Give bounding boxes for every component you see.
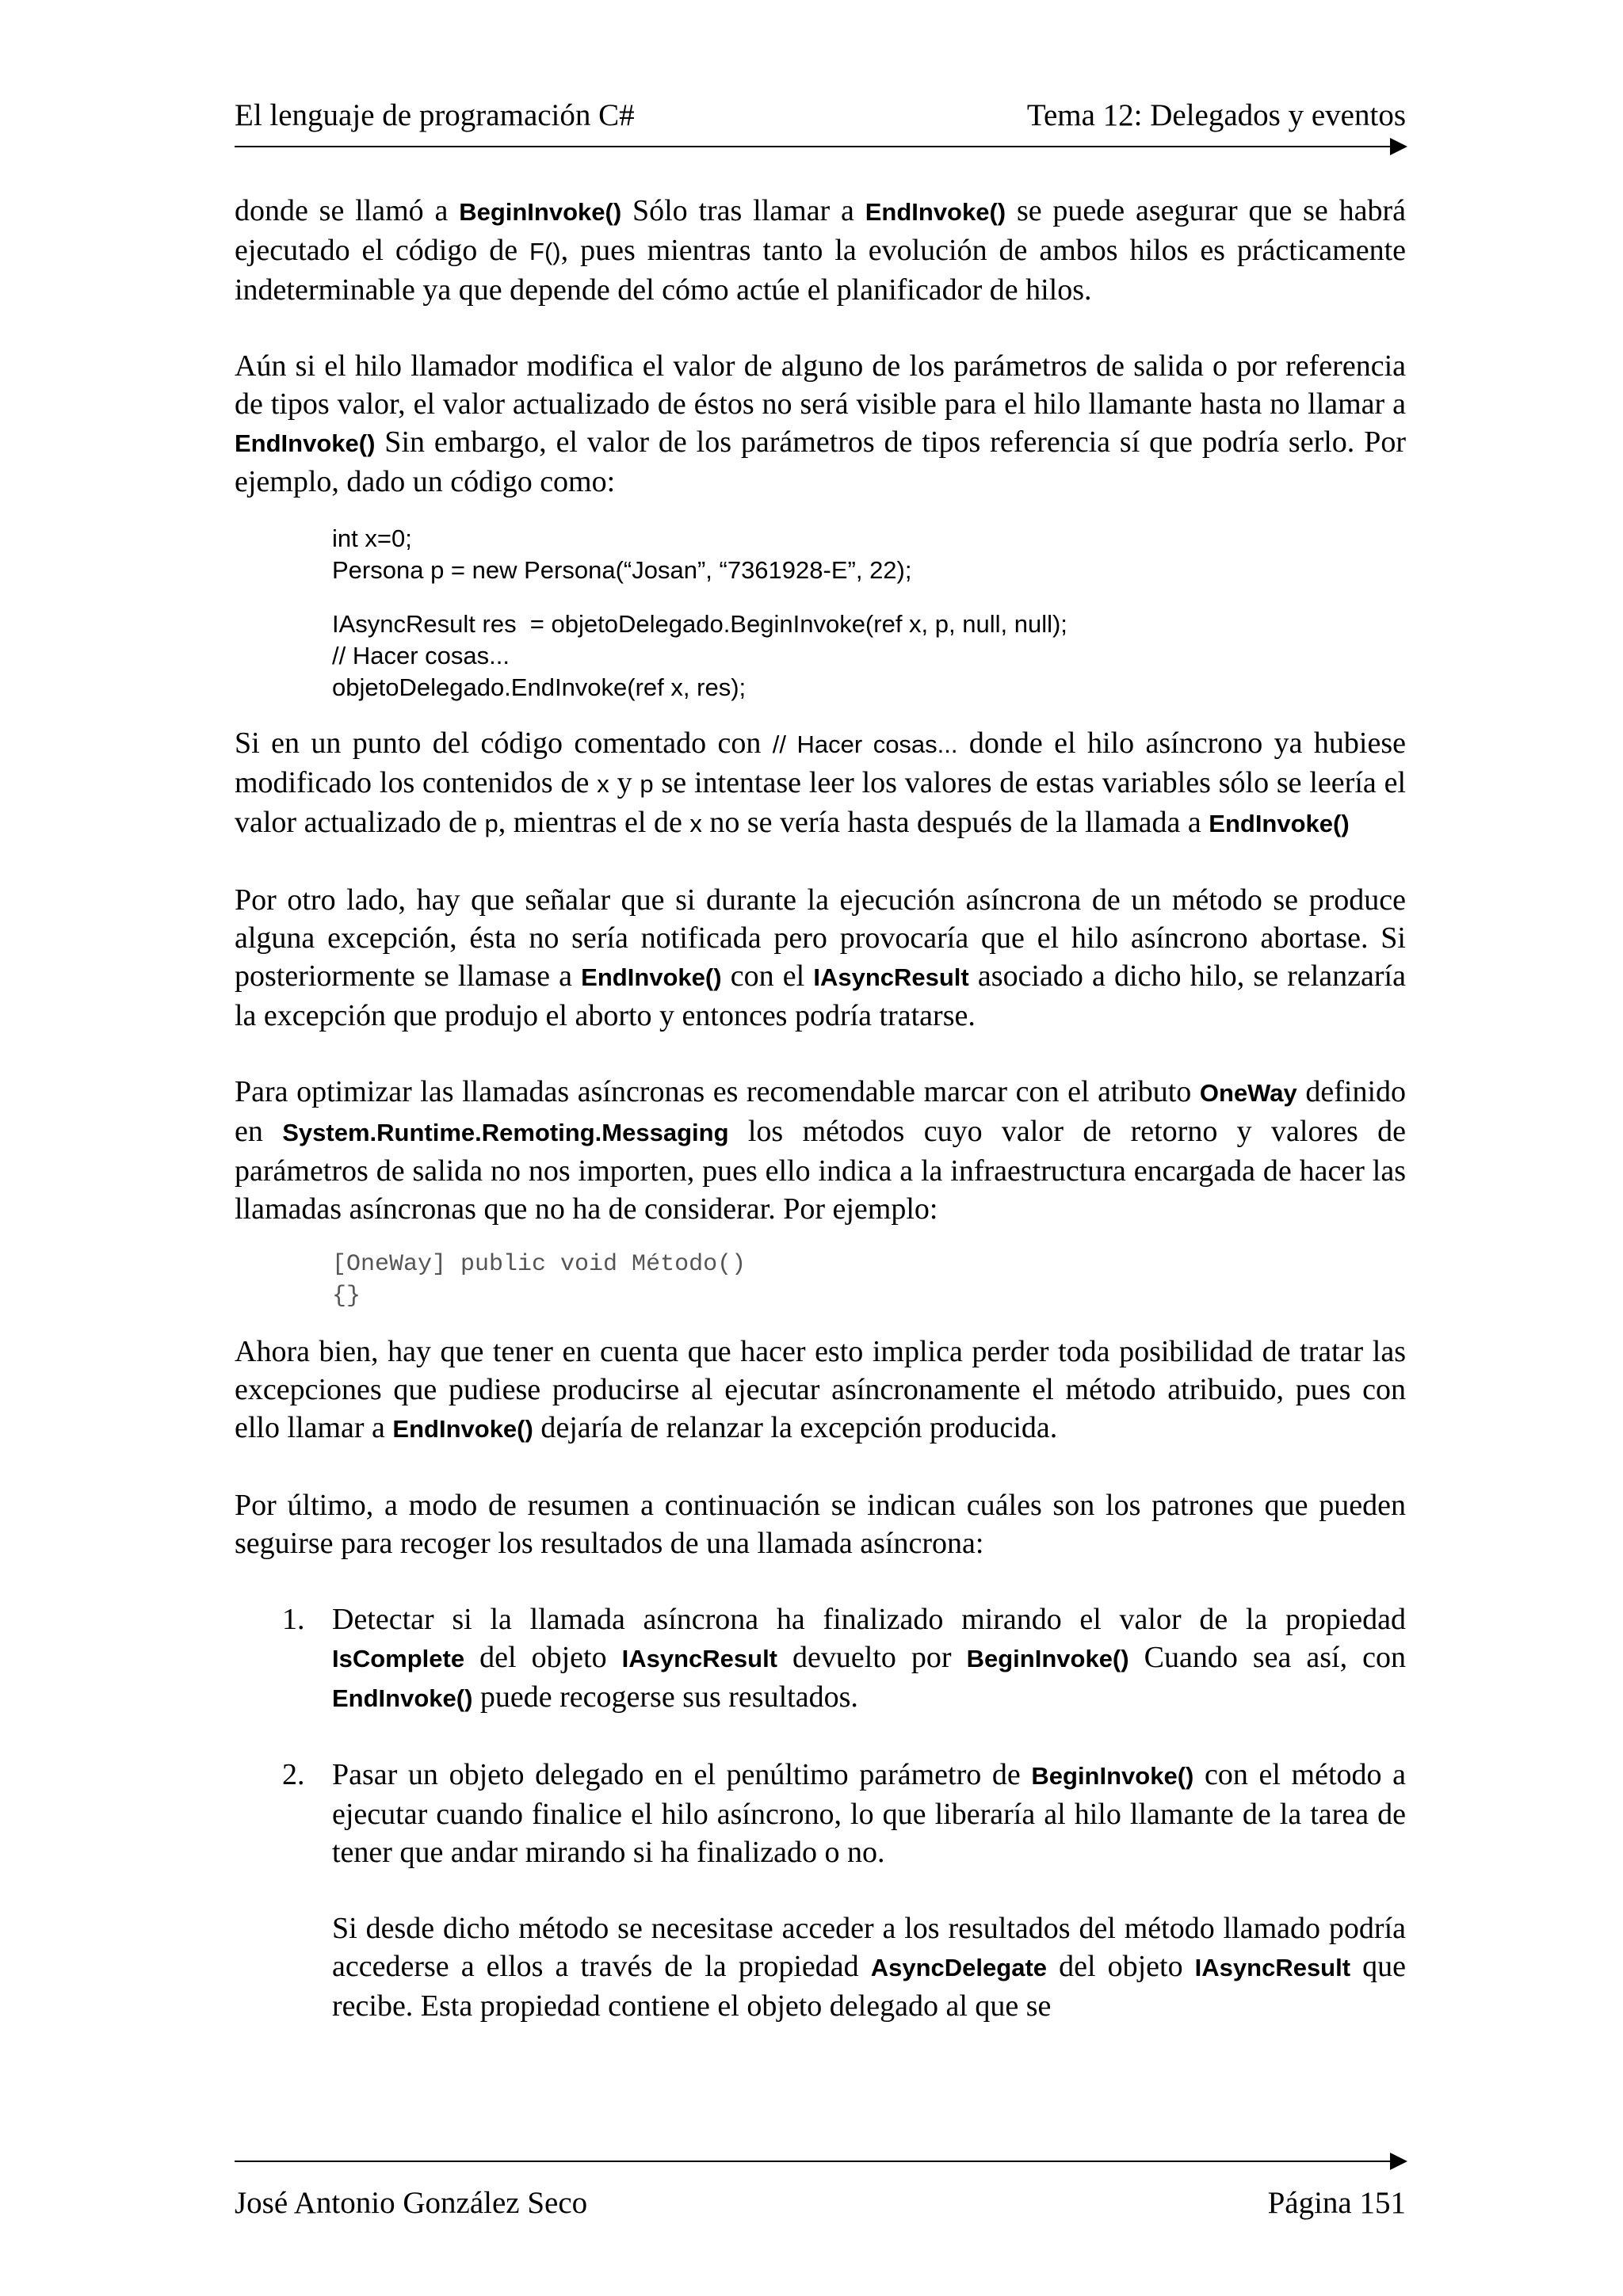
list-item-text: Detectar si la llamada asíncrona ha finalizado mirando el valor de la propiedad IsComplete del objeto IAsyncResult devuelto por BeginInvoke() Cuando sea así, con EndInvoke() puede recogerse sus resultados. bbox=[332, 1603, 1407, 1714]
header-book-title: El lenguaje de programación C# bbox=[235, 98, 635, 132]
code-line: int x=0; bbox=[332, 524, 412, 552]
footer-rule bbox=[235, 2161, 1392, 2162]
pattern-list bbox=[235, 1600, 1406, 2025]
code-example-2 bbox=[332, 1249, 1406, 1312]
list-item-text: Pasar un objeto delegado en el penúltimo parámetro de BeginInvoke() con el método a ejecutar cuando finalice el hilo asíncrono, lo que liberaría al hilo llamante de la tarea de tener que andar mirando si ha finalizado o no. bbox=[332, 1758, 1406, 1869]
page-header bbox=[235, 98, 1406, 133]
paragraph-1: donde se llamó a BeginInvoke() Sólo tras llamar a EndInvoke() se puede asegurar que se habrá ejecutado el código de F(), pues mientras tanto la evolución de ambos hilos es prácticamente indeterminable ya que depende del cómo actúe el planificador de hilos. bbox=[235, 194, 1406, 307]
header-chapter-title: Tema 12: Delegados y eventos bbox=[1026, 98, 1406, 132]
code-line: IAsyncResult res = objetoDelegado.BeginInvoke(ref x, p, null, null); bbox=[332, 610, 1067, 638]
code-line: Persona p = new Persona(“Josan”, “7361928-E”, 22); bbox=[332, 556, 912, 584]
list-item-number: 2. bbox=[282, 1758, 305, 1791]
body-text bbox=[235, 192, 1406, 2025]
code-line: // Hacer cosas... bbox=[332, 642, 510, 669]
paragraph-4: Por otro lado, hay que señalar que si durante la ejecución asíncrona de un método se produce alguna excepción, ésta no sería notificada pero provocaría que el hilo asíncrono abortase. Si posteriormente se llamase a EndInvoke() con el IAsyncResult asociado a dicho hilo, se relanzaría la excepción que produjo el aborto y entonces podría tratarse. bbox=[235, 883, 1406, 1032]
paragraph-5: Para optimizar las llamadas asíncronas es recomendable marcar con el atributo OneWay definido en System.Runtime.Remoting.Messaging los métodos cuyo valor de retorno y valores de parámetros de salida no nos importen, pues ello indica a la infraestructura encargada de hacer las llamadas asíncronas que no ha de considerar. Por ejemplo: bbox=[235, 1075, 1406, 1226]
list-item-subparagraph: Si desde dicho método se necesitase acceder a los resultados del método llamado podría accederse a ellos a través de la propiedad AsyncDelegate del objeto IAsyncResult que recibe. Esta propiedad contiene el objeto delegado al que se bbox=[332, 1912, 1407, 2023]
footer-arrow-icon bbox=[1390, 2153, 1407, 2170]
paragraph-3: Si en un punto del código comentado con // Hacer cosas... donde el hilo asíncrono ya hubiese modificado los contenidos de x y p se intentase leer los valores de estas variables sólo se leería el valor actualizado de p, mientras el de x no se vería hasta después de la llamada a EndInvoke() bbox=[235, 727, 1406, 839]
header-arrow-icon bbox=[1390, 138, 1407, 155]
footer-page-number: Página 151 bbox=[1267, 2186, 1406, 2220]
paragraph-6: Ahora bien, hay que tener en cuenta que hacer esto implica perder toda posibilidad de tratar las excepciones que pudiese producirse al ejecutar asíncronamente el método atribuido, pues con ello llamar a EndInvoke() dejaría de relanzar la excepción producida. bbox=[235, 1335, 1406, 1444]
code-line: objetoDelegado.EndInvoke(ref x, res); bbox=[332, 673, 747, 701]
code-line: {} bbox=[332, 1283, 361, 1310]
footer-author: José Antonio González Seco bbox=[235, 2186, 588, 2220]
list-item bbox=[235, 1600, 1406, 1718]
code-line: [OneWay] public void Método() bbox=[332, 1251, 747, 1278]
list-item-number: 1. bbox=[282, 1603, 305, 1636]
list-item bbox=[235, 1756, 1406, 2025]
paragraph-2: Aún si el hilo llamador modifica el valor de alguno de los parámetros de salida o por referencia de tipos valor, el valor actualizado de éstos no será visible para el hilo llamante hasta no llamar a EndInvoke() Sin embargo, el valor de los parámetros de tipos referencia sí que podría serlo. Por ejemplo, dado un código como: bbox=[235, 349, 1406, 498]
code-example-1 bbox=[332, 523, 1406, 704]
header-rule bbox=[235, 146, 1392, 147]
paragraph-7: Por último, a modo de resumen a continuación se indican cuáles son los patrones que pueden seguirse para recoger los resultados de una llamada asíncrona: bbox=[235, 1489, 1406, 1560]
document-page bbox=[235, 0, 1406, 2296]
page-footer bbox=[235, 2184, 1406, 2222]
